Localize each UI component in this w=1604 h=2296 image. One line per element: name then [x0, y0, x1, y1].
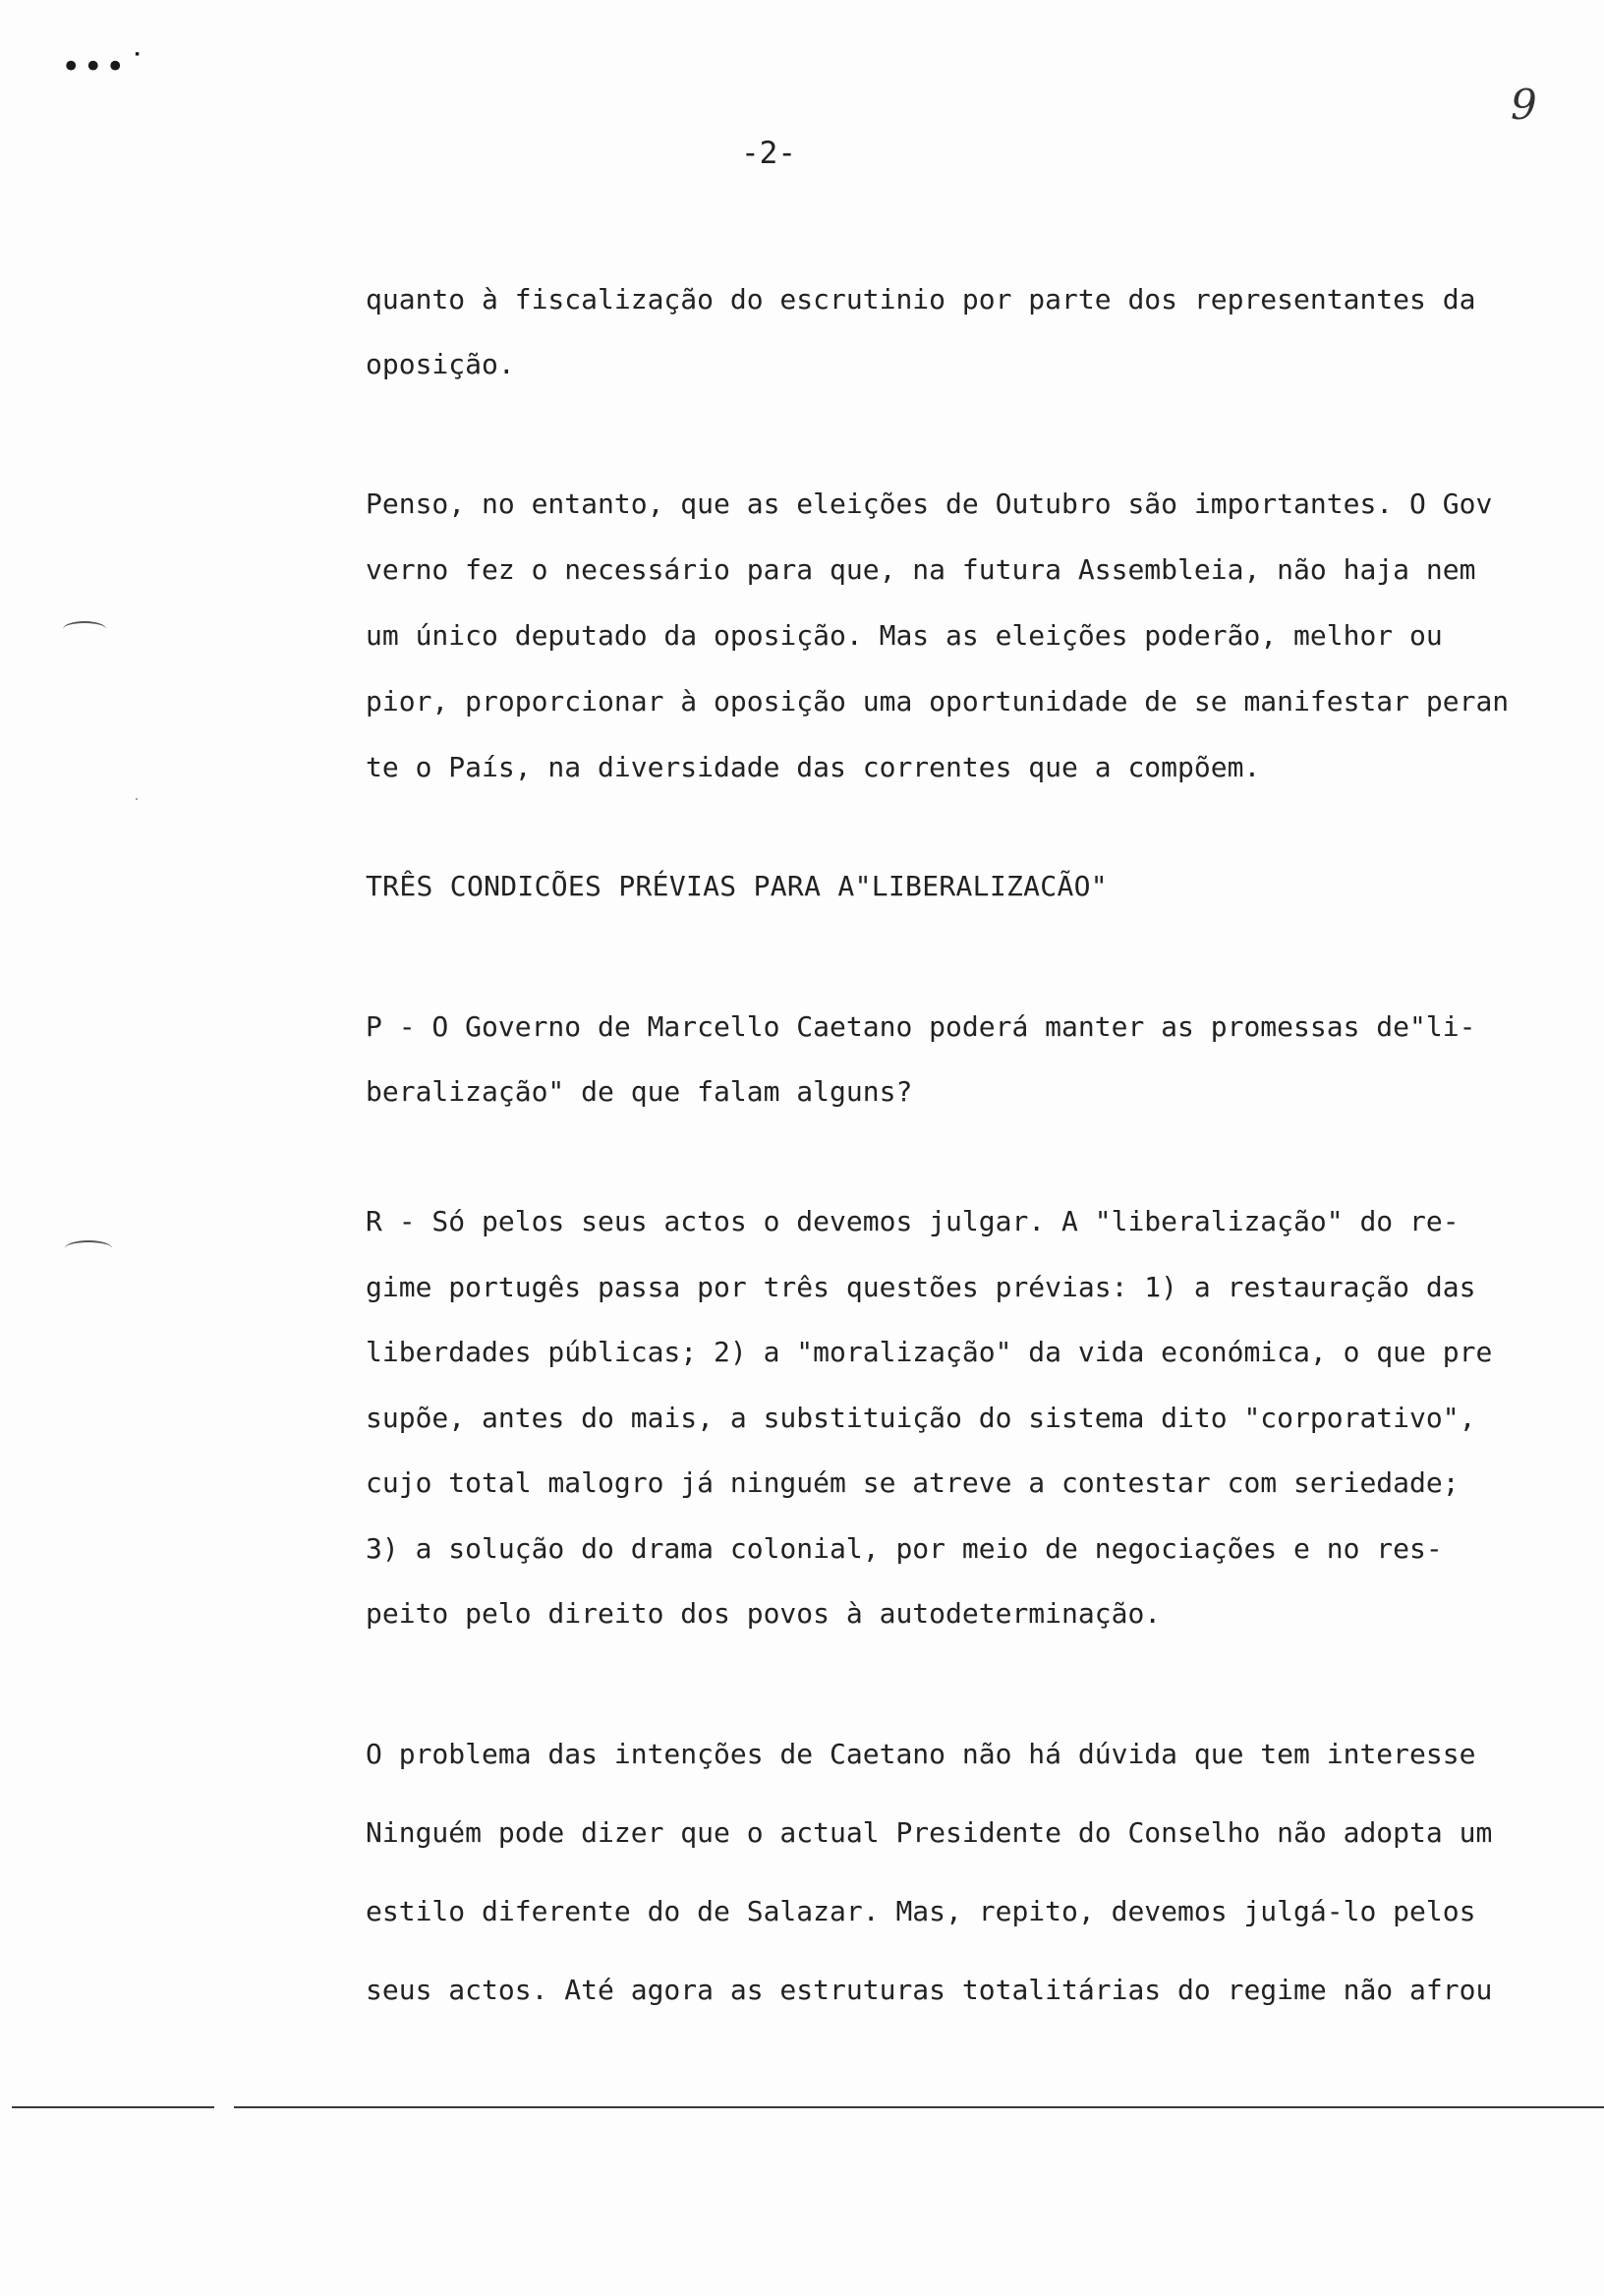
text-line: te o País, na diversidade das correntes que a compõem. — [366, 751, 1261, 783]
text-line: seus actos. Até agora as estruturas totalitárias do regime não afrou — [366, 1974, 1493, 2006]
paragraph-answer — [366, 1189, 1604, 1647]
handwritten-page-number: 9 — [1511, 81, 1537, 129]
text-line: O problema das intenções de Caetano não há dúvida que tem interesse — [366, 1738, 1476, 1770]
text-line: Ninguém pode dizer que o actual Presidente do Conselho não adopta um — [366, 1816, 1493, 1849]
text-line: peito pelo direito dos povos à autodeterminação. — [366, 1597, 1162, 1630]
text-line: liberdades públicas; 2) a "moralização" da vida económica, o que pre — [366, 1336, 1493, 1368]
footer-rule-gap — [214, 2104, 234, 2110]
text-line: 3) a solução do drama colonial, por meio de negociações e no res- — [366, 1531, 1443, 1565]
text-line: beralização" de que falam alguns? — [366, 1075, 913, 1108]
text-line: pior, proporcionar à oposição uma oportunidade de se manifestar peran — [366, 685, 1510, 718]
margin-mark — [65, 1240, 112, 1256]
text-line: supõe, antes do mais, a substituição do sistema dito "corporativo", — [366, 1401, 1476, 1434]
text-line: Penso, no entanto, que as eleições de Outubro são importantes. O Gov — [366, 488, 1493, 520]
corner-mark: •••˙ — [61, 47, 149, 86]
text-line: um único deputado da oposição. Mas as eleições poderão, melhor ou — [366, 619, 1443, 652]
text-line: estilo diferente do de Salazar. Mas, repito, devemos julgá-lo pelos — [366, 1895, 1476, 1927]
text-line: R - Só pelos seus actos o devemos julgar. A "liberalização" do re- — [366, 1205, 1460, 1237]
section-heading — [366, 867, 1604, 906]
ink-speck — [136, 798, 138, 800]
text-line: gime portugês passa por três questões prévias: 1) a restauração das — [366, 1270, 1476, 1303]
footer-rule — [12, 2106, 1604, 2108]
paragraph-question — [366, 995, 1604, 1124]
page-number: -2- — [741, 136, 796, 171]
text-line: cujo total malogro já ninguém se atreve a contestar com seriedade; — [366, 1466, 1460, 1499]
paragraph-intentions — [366, 1715, 1604, 2030]
paragraph-elections — [366, 471, 1604, 800]
text-line: verno fez o necessário para que, na futura Assembleia, não haja nem — [366, 553, 1476, 586]
paragraph-continuation — [366, 267, 1604, 397]
text-line: quanto à fiscalização do escrutinio por parte dos representantes da — [366, 283, 1476, 316]
heading-text: TRÊS CONDICÕES PRÉVIAS PARA A"LIBERALIZACÃO" — [366, 870, 1108, 902]
margin-mark — [63, 621, 106, 637]
text-line: oposição. — [366, 348, 515, 380]
text-line: P - O Governo de Marcello Caetano poderá manter as promessas de"li- — [366, 1010, 1476, 1043]
